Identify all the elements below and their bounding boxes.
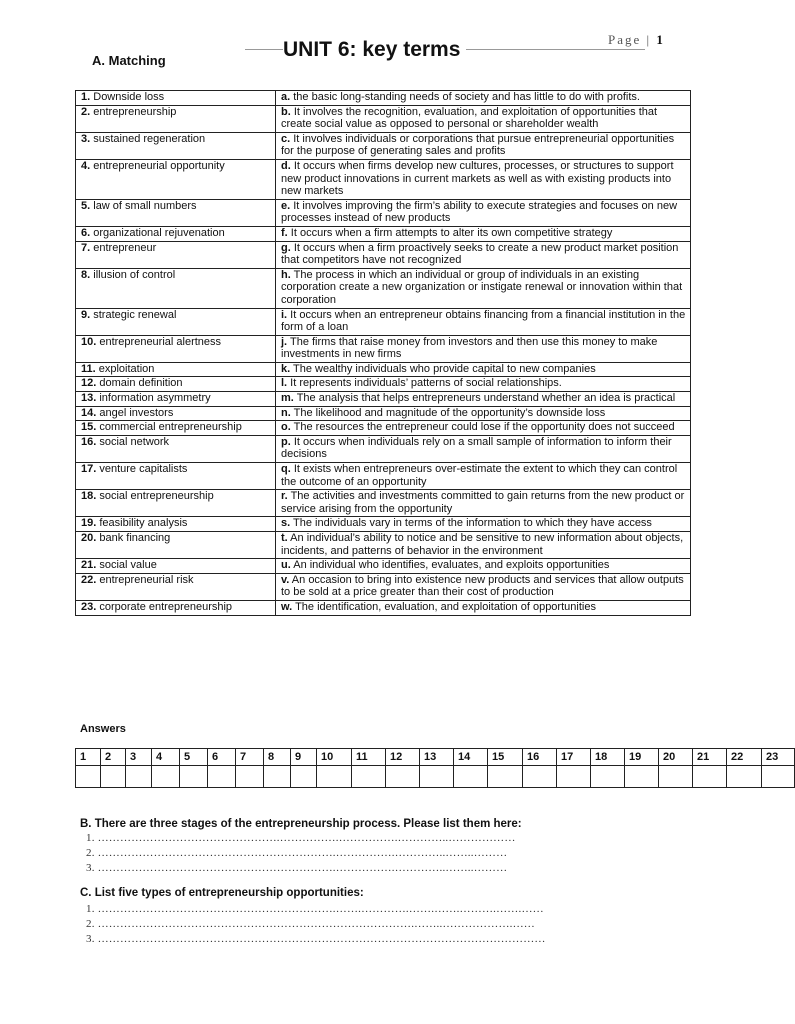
answer-number: 17 — [557, 749, 591, 766]
term-text: information asymmetry — [96, 392, 211, 405]
definition-cell — [276, 241, 691, 268]
definition-cell — [276, 91, 691, 106]
section-b-heading: B. There are three stages of the entrepreneurship process. Please list them here: — [80, 818, 522, 830]
term-number: 15. — [81, 421, 97, 434]
term-cell — [76, 268, 276, 308]
section-c-line-3[interactable]: 3. ………………………………………………………………………………………………………… — [86, 933, 546, 945]
term-cell — [76, 308, 276, 335]
term-text: commercial entrepreneurship — [96, 421, 242, 434]
definition-text: An individual’s ability to notice and be sensitive to new information about objects, incidents, and patterns of behavior in the environment — [281, 532, 684, 557]
answer-box[interactable] — [762, 766, 795, 788]
answer-number: 22 — [727, 749, 762, 766]
term-number: 2. — [81, 105, 91, 118]
answer-number: 10 — [317, 749, 352, 766]
term-number: 17. — [81, 463, 97, 476]
definition-text: It involves the recognition, evaluation, and exploitation of opportunities that create social value as opposed to personal or shareholder wealth — [281, 105, 658, 131]
definition-text: It represents individuals’ patterns of social relationships. — [287, 377, 562, 390]
definition-letter: w. — [281, 600, 293, 613]
term-text: exploitation — [95, 362, 155, 375]
definition-letter: e. — [281, 199, 291, 212]
answer-number: 3 — [126, 749, 152, 766]
term-number: 16. — [81, 435, 97, 448]
definition-text: An individual who identifies, evaluates, and exploits opportunities — [290, 559, 610, 572]
term-cell — [76, 377, 276, 392]
term-cell — [76, 463, 276, 490]
term-number: 18. — [81, 490, 97, 503]
term-number: 23. — [81, 600, 97, 613]
definition-letter: u. — [281, 559, 291, 572]
answer-box[interactable] — [76, 766, 101, 788]
definition-cell — [276, 559, 691, 574]
answer-box[interactable] — [557, 766, 591, 788]
answer-box[interactable] — [101, 766, 126, 788]
definition-cell — [276, 435, 691, 462]
term-cell — [76, 226, 276, 241]
answer-box[interactable] — [727, 766, 762, 788]
definition-cell — [276, 392, 691, 407]
definition-cell — [276, 199, 691, 226]
table-row — [76, 421, 691, 436]
term-text: entrepreneurship — [90, 105, 177, 118]
term-text: corporate entrepreneurship — [96, 600, 233, 613]
table-row — [76, 362, 691, 377]
definition-text: The process in which an individual or group of individuals in an existing corporation create a new organization or instigate renewal or innovation within that corporation — [281, 268, 683, 306]
term-number: 10. — [81, 335, 97, 348]
definition-cell — [276, 406, 691, 421]
definition-letter: m. — [281, 392, 294, 405]
answer-box[interactable] — [591, 766, 625, 788]
answer-number: 5 — [180, 749, 208, 766]
definition-letter: q. — [281, 463, 291, 476]
section-c-heading: C. List five types of entrepreneurship opportunities: — [80, 887, 364, 899]
definition-text: It occurs when firms develop new cultures, processes, or structures to support new product innovations in current markets as well as with existing products into new markets — [281, 159, 674, 198]
definition-letter: j. — [281, 335, 288, 348]
table-row — [76, 226, 691, 241]
term-text: venture capitalists — [96, 463, 188, 476]
section-b-line-1[interactable]: 1. ………………………………………….…………….…………….…………..……………… — [86, 832, 516, 844]
answer-box[interactable] — [523, 766, 557, 788]
page-title: UNIT 6: key terms — [283, 38, 466, 62]
term-cell — [76, 406, 276, 421]
definition-cell — [276, 421, 691, 436]
definition-letter: c. — [281, 132, 291, 145]
term-number: 13. — [81, 392, 97, 405]
answer-number: 14 — [454, 749, 488, 766]
term-number: 20. — [81, 532, 97, 544]
table-row — [76, 517, 691, 532]
term-cell — [76, 421, 276, 436]
table-row — [76, 392, 691, 407]
answer-box[interactable] — [625, 766, 659, 788]
term-cell — [76, 435, 276, 462]
definition-cell — [276, 377, 691, 392]
definition-letter: n. — [281, 406, 291, 419]
definition-text: The analysis that helps entrepreneurs understand whether an idea is practical — [293, 392, 676, 405]
term-text: sustained regeneration — [90, 132, 206, 145]
definition-text: It occurs when individuals rely on a small sample of information to inform their decisions — [281, 435, 672, 461]
definition-cell — [276, 105, 691, 132]
answer-box[interactable] — [126, 766, 152, 788]
term-cell — [76, 335, 276, 362]
section-c-line-2[interactable]: 2. ………………………………………………………………………….……..……………….…… — [86, 918, 535, 930]
term-text: angel investors — [96, 406, 174, 419]
term-number: 19. — [81, 517, 97, 530]
definition-letter: k. — [281, 362, 291, 375]
definition-cell — [276, 226, 691, 241]
term-cell — [76, 517, 276, 532]
definition-letter: f. — [281, 226, 288, 239]
answer-box[interactable] — [317, 766, 352, 788]
definition-letter: p. — [281, 435, 291, 448]
answer-box[interactable] — [693, 766, 727, 788]
table-row — [76, 241, 691, 268]
definition-letter: b. — [281, 105, 291, 118]
table-row — [76, 91, 691, 106]
term-text: entrepreneurial alertness — [96, 335, 222, 348]
definition-text: An occasion to bring into existence new products and services that allow outputs to be sold at a price greater than their cost of production — [281, 573, 684, 599]
answer-number: 19 — [625, 749, 659, 766]
table-row — [76, 532, 691, 559]
definition-cell — [276, 335, 691, 362]
definition-text: The resources the entrepreneur could lose if the opportunity does not succeed — [290, 421, 675, 434]
definition-text: It occurs when a firm attempts to alter its own competitive strategy — [287, 226, 613, 239]
term-text: domain definition — [96, 377, 183, 390]
term-cell — [76, 573, 276, 600]
table-row — [76, 490, 691, 517]
answer-box[interactable] — [152, 766, 180, 788]
term-number: 6. — [81, 226, 91, 239]
answers-table — [75, 748, 795, 788]
answer-box[interactable] — [291, 766, 317, 788]
term-cell — [76, 241, 276, 268]
definition-text: It involves improving the firm’s ability to execute strategies and focuses on new processes instead of new products — [281, 199, 678, 225]
term-number: 5. — [81, 199, 91, 212]
answer-number: 4 — [152, 749, 180, 766]
section-b-line-3[interactable]: 3. ……………………………………………………….…………….…………..……..……… — [86, 862, 508, 874]
answer-box[interactable] — [659, 766, 693, 788]
term-text: social value — [96, 559, 157, 572]
answer-number: 7 — [236, 749, 264, 766]
definition-text: It involves individuals or corporations that pursue entrepreneurial opportunities for the purpose of generating sales and profits — [281, 132, 675, 158]
term-cell — [76, 159, 276, 199]
answer-number: 18 — [591, 749, 625, 766]
table-row — [76, 268, 691, 308]
term-text: law of small numbers — [90, 199, 197, 212]
term-number: 22. — [81, 573, 97, 586]
definition-letter: o. — [281, 421, 291, 434]
answer-box[interactable] — [488, 766, 523, 788]
answer-box[interactable] — [180, 766, 208, 788]
term-number: 8. — [81, 268, 91, 281]
term-text: organizational rejuvenation — [90, 226, 225, 239]
answer-box[interactable] — [208, 766, 236, 788]
definition-letter: d. — [281, 159, 291, 172]
definition-text: the basic long-standing needs of society and has little to do with profits. — [290, 91, 640, 103]
definition-text: The firms that raise money from investors and then use this money to make investments in new firms — [281, 335, 658, 361]
answer-box[interactable] — [454, 766, 488, 788]
definition-letter: t. — [281, 532, 288, 544]
term-cell — [76, 362, 276, 377]
definition-letter: h. — [281, 268, 291, 281]
definition-letter: s. — [281, 517, 291, 530]
definition-cell — [276, 159, 691, 199]
answer-number: 2 — [101, 749, 126, 766]
answer-number: 6 — [208, 749, 236, 766]
section-c-line-1[interactable]: 1. ……………………………………………………….…….………….…….…….……….…….…… — [86, 903, 544, 915]
term-text: illusion of control — [90, 268, 176, 281]
answer-number: 23 — [762, 749, 795, 766]
table-row — [76, 199, 691, 226]
table-row — [76, 559, 691, 574]
term-number: 7. — [81, 241, 91, 254]
answer-number: 20 — [659, 749, 693, 766]
table-row — [76, 159, 691, 199]
term-number: 4. — [81, 159, 91, 172]
term-number: 21. — [81, 559, 97, 572]
term-number: 1. — [81, 91, 91, 103]
answer-number: 8 — [264, 749, 291, 766]
answer-number: 11 — [352, 749, 386, 766]
definition-cell — [276, 308, 691, 335]
table-row — [76, 406, 691, 421]
table-row — [76, 600, 691, 615]
definition-cell — [276, 463, 691, 490]
definition-cell — [276, 532, 691, 559]
term-text: social entrepreneurship — [96, 490, 214, 503]
definition-text: The activities and investments committed to gain returns from the new product or service arising from the opportunity — [281, 490, 685, 515]
definition-cell — [276, 517, 691, 532]
term-cell — [76, 600, 276, 615]
term-number: 9. — [81, 308, 91, 321]
table-row — [76, 335, 691, 362]
answer-number: 21 — [693, 749, 727, 766]
term-number: 12. — [81, 377, 97, 390]
section-b-line-2[interactable]: 2. ……………………………………………………….…………….…………..……..……… — [86, 847, 508, 859]
definition-cell — [276, 132, 691, 159]
term-cell — [76, 392, 276, 407]
answer-box[interactable] — [236, 766, 264, 788]
answer-number: 12 — [386, 749, 420, 766]
answer-box[interactable] — [386, 766, 420, 788]
answer-number: 15 — [488, 749, 523, 766]
definition-cell — [276, 573, 691, 600]
term-text: entrepreneurial opportunity — [90, 159, 225, 172]
answer-number: 13 — [420, 749, 454, 766]
table-row — [76, 573, 691, 600]
term-text: Downside loss — [90, 91, 165, 103]
term-cell — [76, 105, 276, 132]
table-row — [76, 105, 691, 132]
term-text: strategic renewal — [90, 308, 177, 321]
term-cell — [76, 91, 276, 106]
term-number: 14. — [81, 406, 97, 419]
term-text: entrepreneurial risk — [96, 573, 194, 586]
answers-number-row — [76, 749, 795, 766]
table-row — [76, 377, 691, 392]
table-row — [76, 308, 691, 335]
term-number: 11. — [81, 362, 96, 375]
definition-cell — [276, 600, 691, 615]
term-text: feasibility analysis — [96, 517, 188, 530]
definition-letter: g. — [281, 241, 291, 254]
term-number: 3. — [81, 132, 91, 145]
term-text: bank financing — [96, 532, 171, 544]
definition-text: It occurs when a firm proactively seeks to create a new product market position that competitors have not recognized — [281, 241, 679, 267]
definition-letter: a. — [281, 91, 291, 103]
section-a-heading: A. Matching — [92, 53, 166, 68]
definition-cell — [276, 490, 691, 517]
answer-number: 16 — [523, 749, 557, 766]
definition-cell — [276, 362, 691, 377]
page-number: Page | 1 — [608, 32, 663, 47]
table-row — [76, 435, 691, 462]
term-cell — [76, 132, 276, 159]
definition-letter: l. — [281, 377, 288, 390]
definition-letter: r. — [281, 490, 288, 503]
definition-text: The individuals vary in terms of the information to which they have access — [290, 517, 652, 530]
table-row — [76, 132, 691, 159]
term-text: social network — [96, 435, 170, 448]
definition-letter: i. — [281, 308, 288, 321]
matching-table — [75, 90, 691, 616]
answer-number: 9 — [291, 749, 317, 766]
definition-text: The wealthy individuals who provide capital to new companies — [290, 362, 596, 375]
definition-text: It occurs when an entrepreneur obtains financing from a financial institution in the form of a loan — [281, 308, 686, 334]
term-text: entrepreneur — [90, 241, 157, 254]
table-row — [76, 463, 691, 490]
term-cell — [76, 490, 276, 517]
term-cell — [76, 199, 276, 226]
answer-number: 1 — [76, 749, 101, 766]
definition-letter: v. — [281, 573, 290, 586]
term-cell — [76, 559, 276, 574]
definition-cell — [276, 268, 691, 308]
answer-box[interactable] — [264, 766, 291, 788]
answer-box[interactable] — [420, 766, 454, 788]
definition-text: The likelihood and magnitude of the opportunity’s downside loss — [290, 406, 606, 419]
answers-heading: Answers — [80, 723, 126, 735]
definition-text: It exists when entrepreneurs over-estimate the extent to which they can control the outcome of an opportunity — [281, 463, 678, 488]
term-cell — [76, 532, 276, 559]
answer-box[interactable] — [352, 766, 386, 788]
definition-text: The identification, evaluation, and exploitation of opportunities — [292, 600, 596, 613]
answers-entry-row — [76, 766, 795, 788]
